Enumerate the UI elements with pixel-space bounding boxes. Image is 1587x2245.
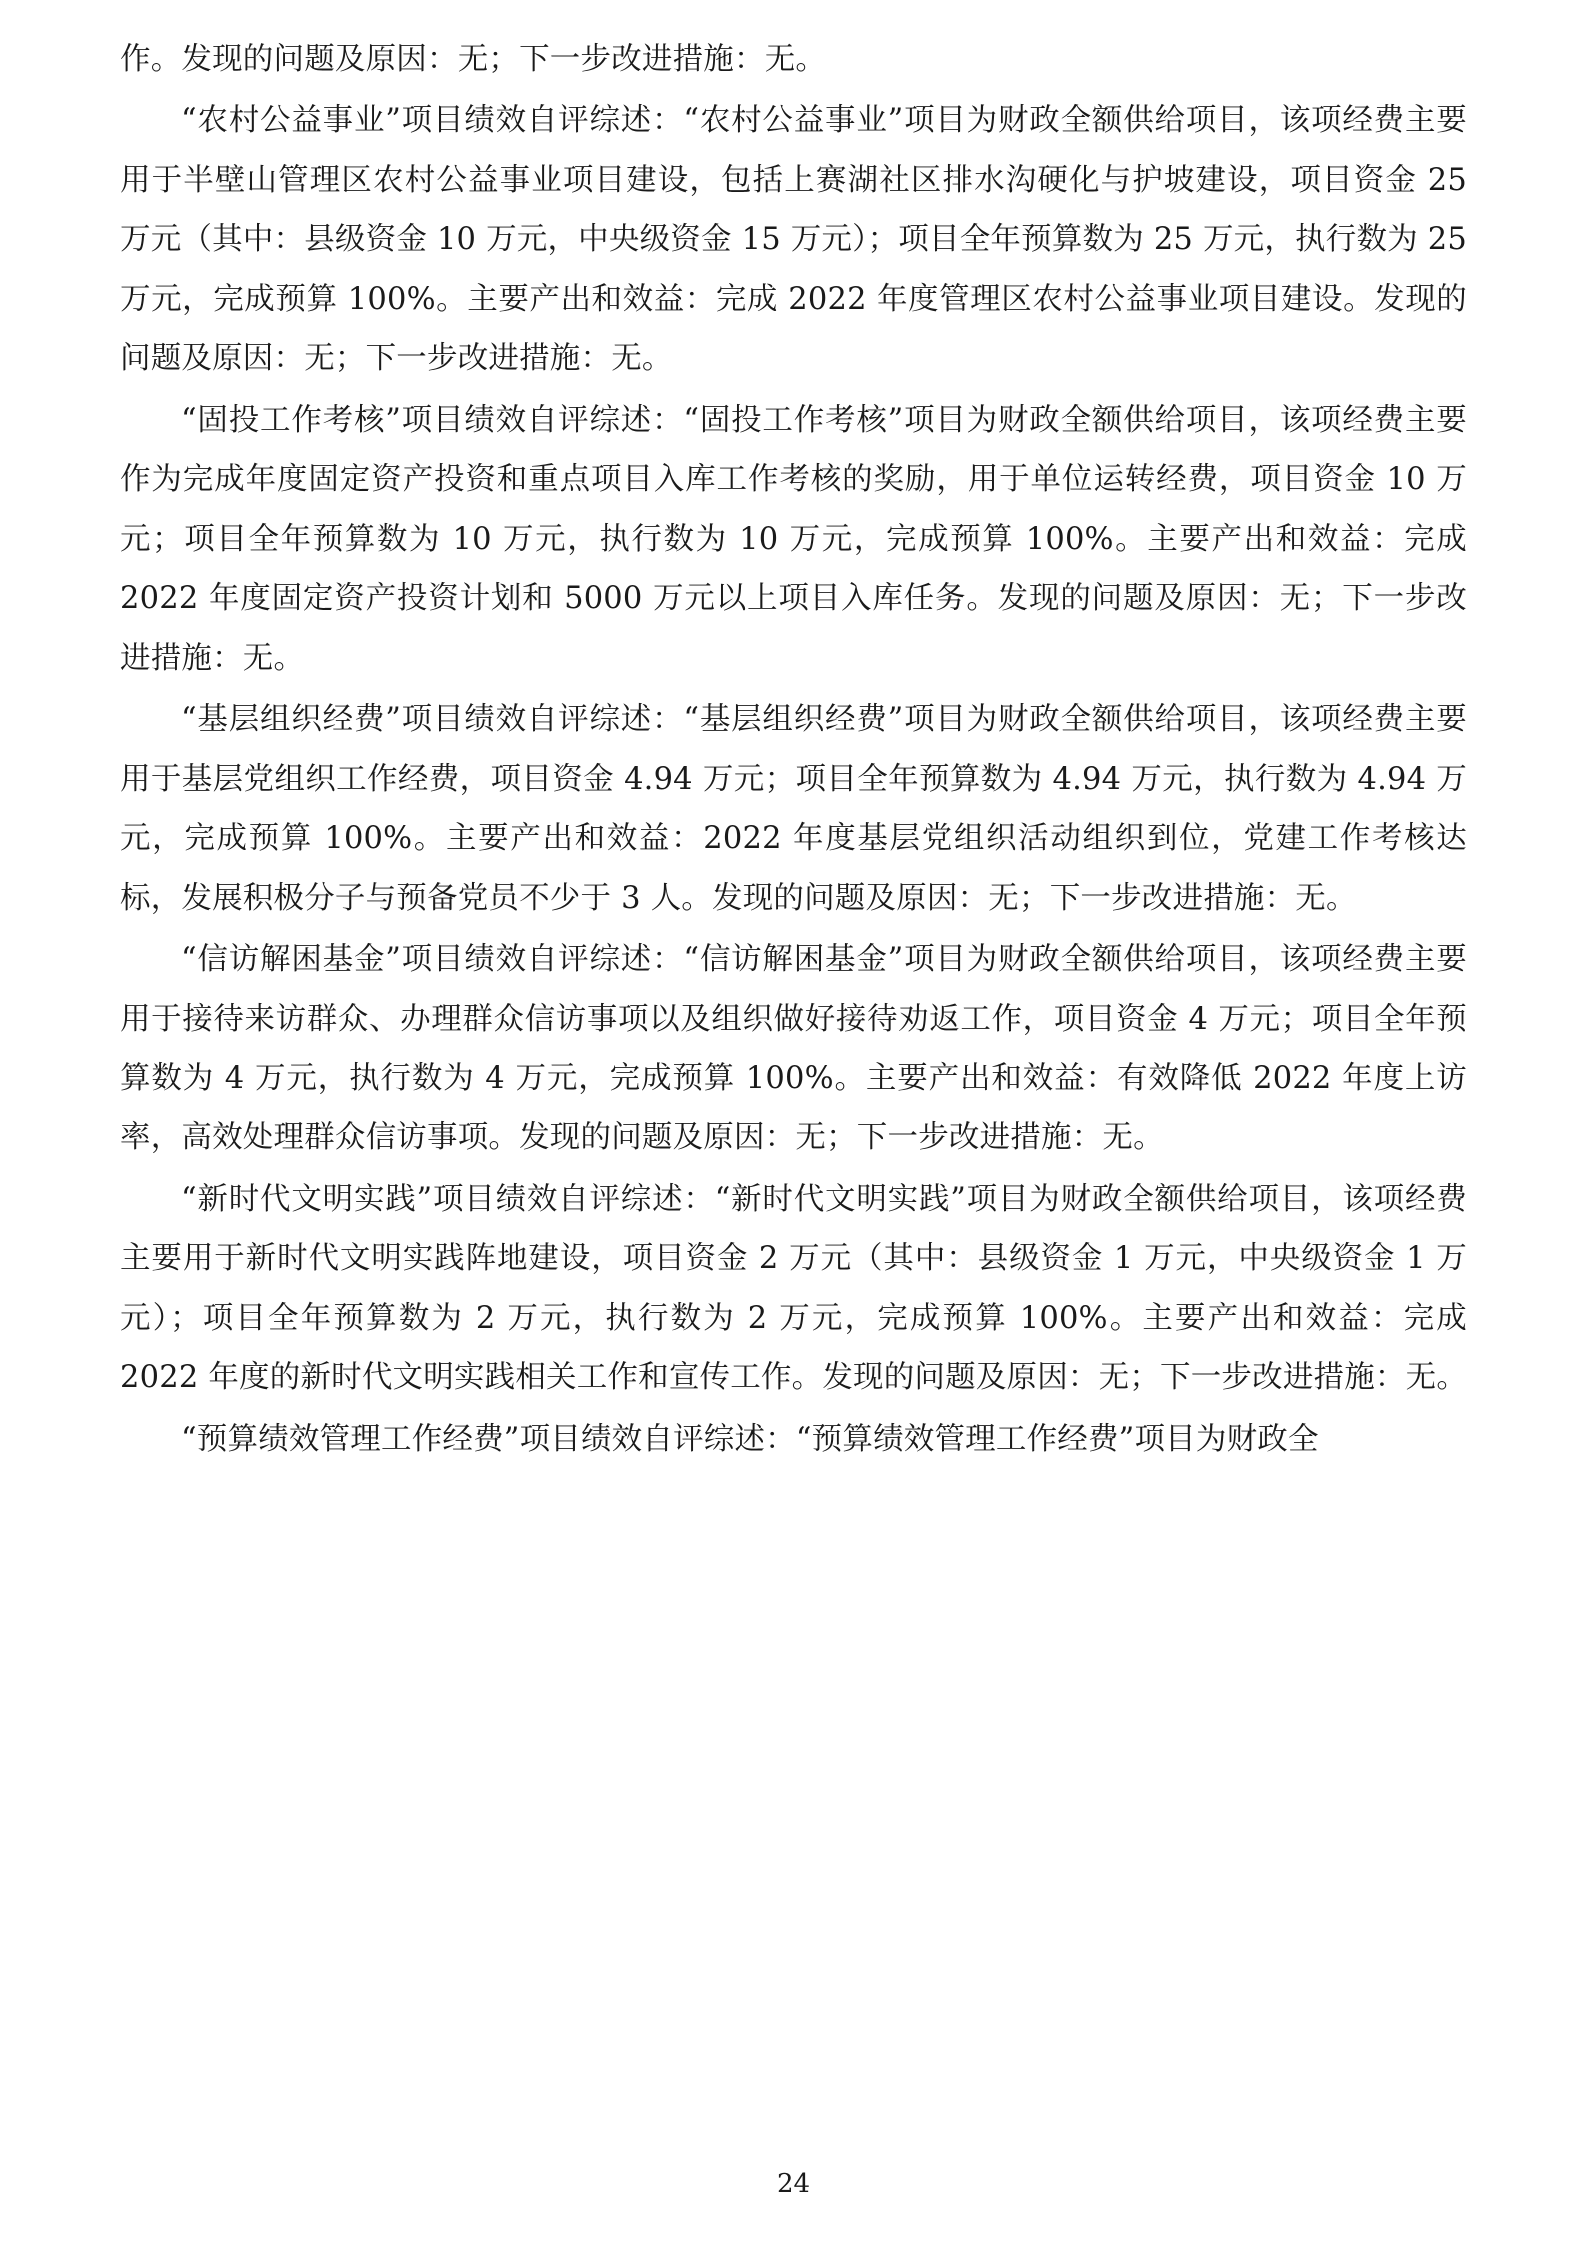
paragraph-budget-performance-management: “预算绩效管理工作经费”项目绩效自评综述：“预算绩效管理工作经费”项目为财政全 <box>181 1421 1319 1457</box>
document-body <box>120 30 1467 1469</box>
paragraph-rural-public-welfare: “农村公益事业”项目绩效自评综述：“农村公益事业”项目为财政全额供给项目，该项经费主要用于半壁山管理区农村公益事业项目建设，包括上赛湖社区排水沟硬化与护坡建设，项目资金 25 万元（其中：县级资金 10 万元，中央级资金 15 万元）；项目全年预算数为 25 万元，执行数为 25 万元，完成预算 100%。主要产出和效益：完成 2022 年度管理区农村公益事业项目建设。发现的问题及原因：无；下一步改进措施：无。 <box>120 103 1467 377</box>
paragraph-continuation: 作。发现的问题及原因：无；下一步改进措施：无。 <box>120 42 827 77</box>
paragraph-grassroots-organization: “基层组织经费”项目绩效自评综述：“基层组织经费”项目为财政全额供给项目，该项经费主要用于基层党组织工作经费，项目资金 4.94 万元；项目全年预算数为 4.94 万元，执行数为 4.94 万元，完成预算 100%。主要产出和效益：2022 年度基层党组织活动组织到位，党建工作考核达标，发展积极分子与预备党员不少于 3 人。发现的问题及原因：无；下一步改进措施：无。 <box>120 702 1467 916</box>
paragraph-petition-relief-fund: “信访解困基金”项目绩效自评综述：“信访解困基金”项目为财政全额供给项目，该项经费主要用于接待来访群众、办理群众信访事项以及组织做好接待劝返工作，项目资金 4 万元；项目全年预算数为 4 万元，执行数为 4 万元，完成预算 100%。主要产出和效益：有效降低 2022 年度上访率，高效处理群众信访事项。发现的问题及原因：无；下一步改进措施：无。 <box>120 942 1467 1156</box>
paragraph-fixed-investment-assessment: “固投工作考核”项目绩效自评综述：“固投工作考核”项目为财政全额供给项目，该项经费主要作为完成年度固定资产投资和重点项目入库工作考核的奖励，用于单位运转经费，项目资金 10 万元；项目全年预算数为 10 万元，执行数为 10 万元，完成预算 100%。主要产出和效益：完成 2022 年度固定资产投资计划和 5000 万元以上项目入库任务。发现的问题及原因：无；下一步改进措施：无。 <box>120 402 1467 676</box>
page-number: 24 <box>776 2169 811 2199</box>
paragraph-new-era-civilization-practice: “新时代文明实践”项目绩效自评综述：“新时代文明实践”项目为财政全额供给项目，该项经费主要用于新时代文明实践阵地建设，项目资金 2 万元（其中：县级资金 1 万元，中央级资金 1 万元）；项目全年预算数为 2 万元，执行数为 2 万元，完成预算 100%。主要产出和效益：完成 2022 年度的新时代文明实践相关工作和宣传工作。发现的问题及原因：无；下一步改进措施：无。 <box>120 1181 1468 1396</box>
